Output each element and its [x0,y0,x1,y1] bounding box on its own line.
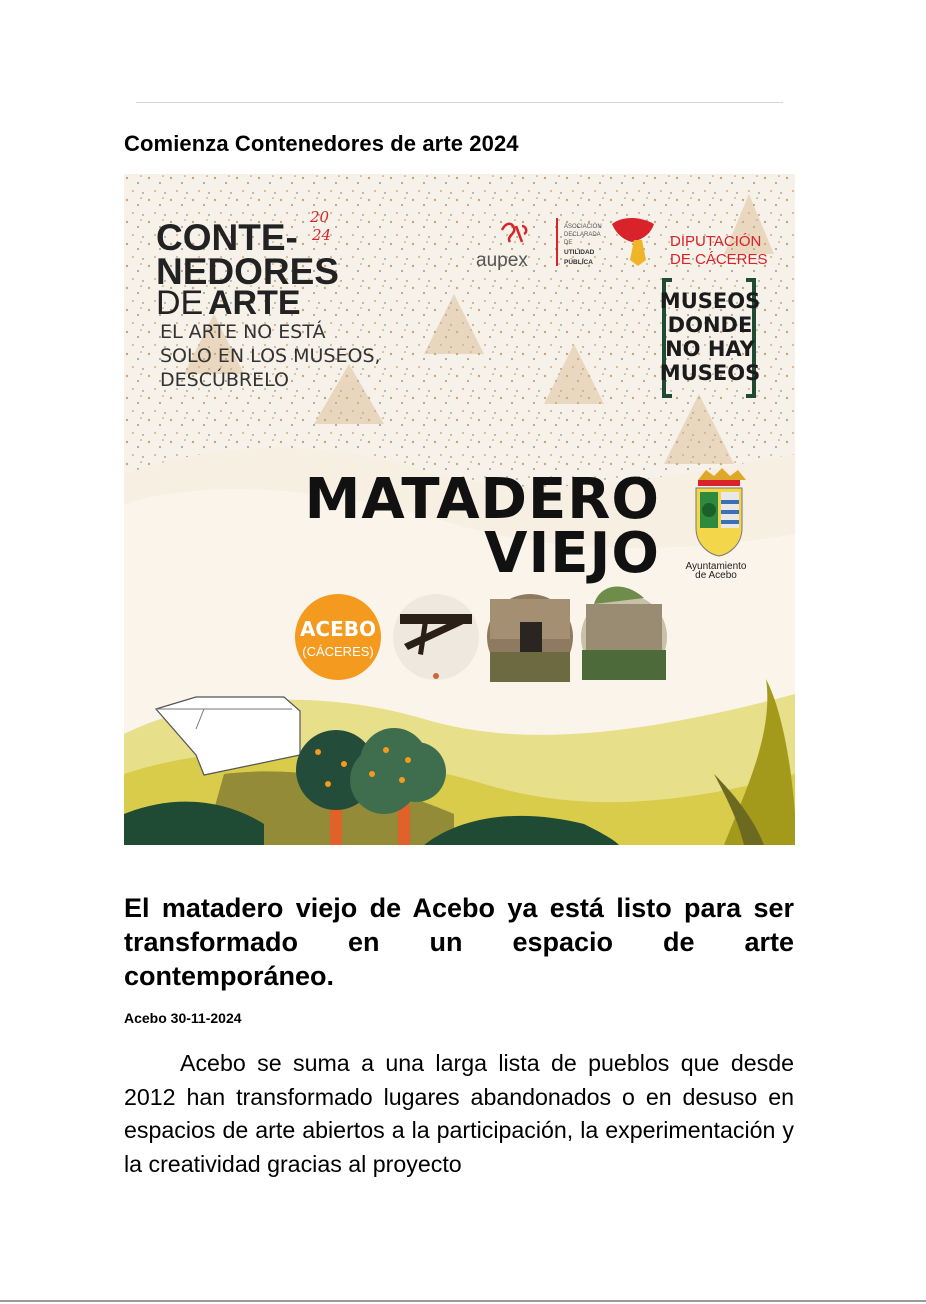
svg-text:CONTE-: CONTE- [156,217,298,258]
svg-text:SOLO EN LOS MUSEOS,: SOLO EN LOS MUSEOS, [160,345,381,367]
svg-text:DONDE: DONDE [667,313,753,337]
svg-text:(CÁCERES): (CÁCERES) [302,644,374,659]
svg-text:aupex: aupex [476,250,528,271]
svg-text:DIPUTACIÓN: DIPUTACIÓN [670,233,762,250]
page-title: Comienza Contenedores de arte 2024 [124,131,519,156]
svg-text:MUSEOS: MUSEOS [659,289,761,313]
svg-text:PÚBLICA: PÚBLICA [564,259,593,266]
svg-text:MATADERO: MATADERO [304,467,660,532]
top-divider [136,102,783,103]
dateline: Acebo 30-11-2024 [124,1010,242,1026]
svg-text:24: 24 [312,226,332,244]
svg-text:ACEBO: ACEBO [299,617,377,641]
svg-text:DECLARADA: DECLARADA [564,232,601,238]
svg-text:ARTE: ARTE [208,284,301,322]
svg-text:VIEJO: VIEJO [484,521,660,586]
svg-text:ASOCIACIÓN: ASOCIACIÓN [564,224,602,230]
svg-text:DE: DE [564,240,573,246]
svg-text:DE: DE [156,284,204,322]
svg-text:NEDORES: NEDORES [156,251,339,292]
photo-stone-wall [487,594,573,682]
svg-text:de Acebo: de Acebo [695,570,737,581]
photo-roof-beams [393,594,479,680]
article-body: Acebo se suma a una larga lista de pueblos que desde 2012 han transformado lugares abandonados o en desuso en espacios de arte abiertos a la participación, la experimentación y la creatividad gracias al proyecto [124,1050,794,1177]
article-headline: El matadero viejo de Acebo ya está listo para ser transformado en un espacio de arte contemporáneo. [124,893,794,991]
svg-text:DE CÁCERES: DE CÁCERES [670,251,768,268]
event-poster-image [124,174,795,845]
svg-text:NO HAY: NO HAY [665,337,755,361]
bottom-divider [0,1300,926,1302]
svg-text:UTILIDAD: UTILIDAD [564,249,595,256]
svg-text:20: 20 [310,208,330,226]
svg-text:DESCÚBRELO: DESCÚBRELO [160,369,289,391]
acebo-location-badge [295,594,381,680]
svg-text:MUSEOS: MUSEOS [659,361,761,385]
museos-donde-no-hay-museos-logo [660,280,760,396]
svg-text:Ayuntamiento: Ayuntamiento [685,561,747,572]
svg-text:EL ARTE NO ESTÁ: EL ARTE NO ESTÁ [160,321,326,343]
